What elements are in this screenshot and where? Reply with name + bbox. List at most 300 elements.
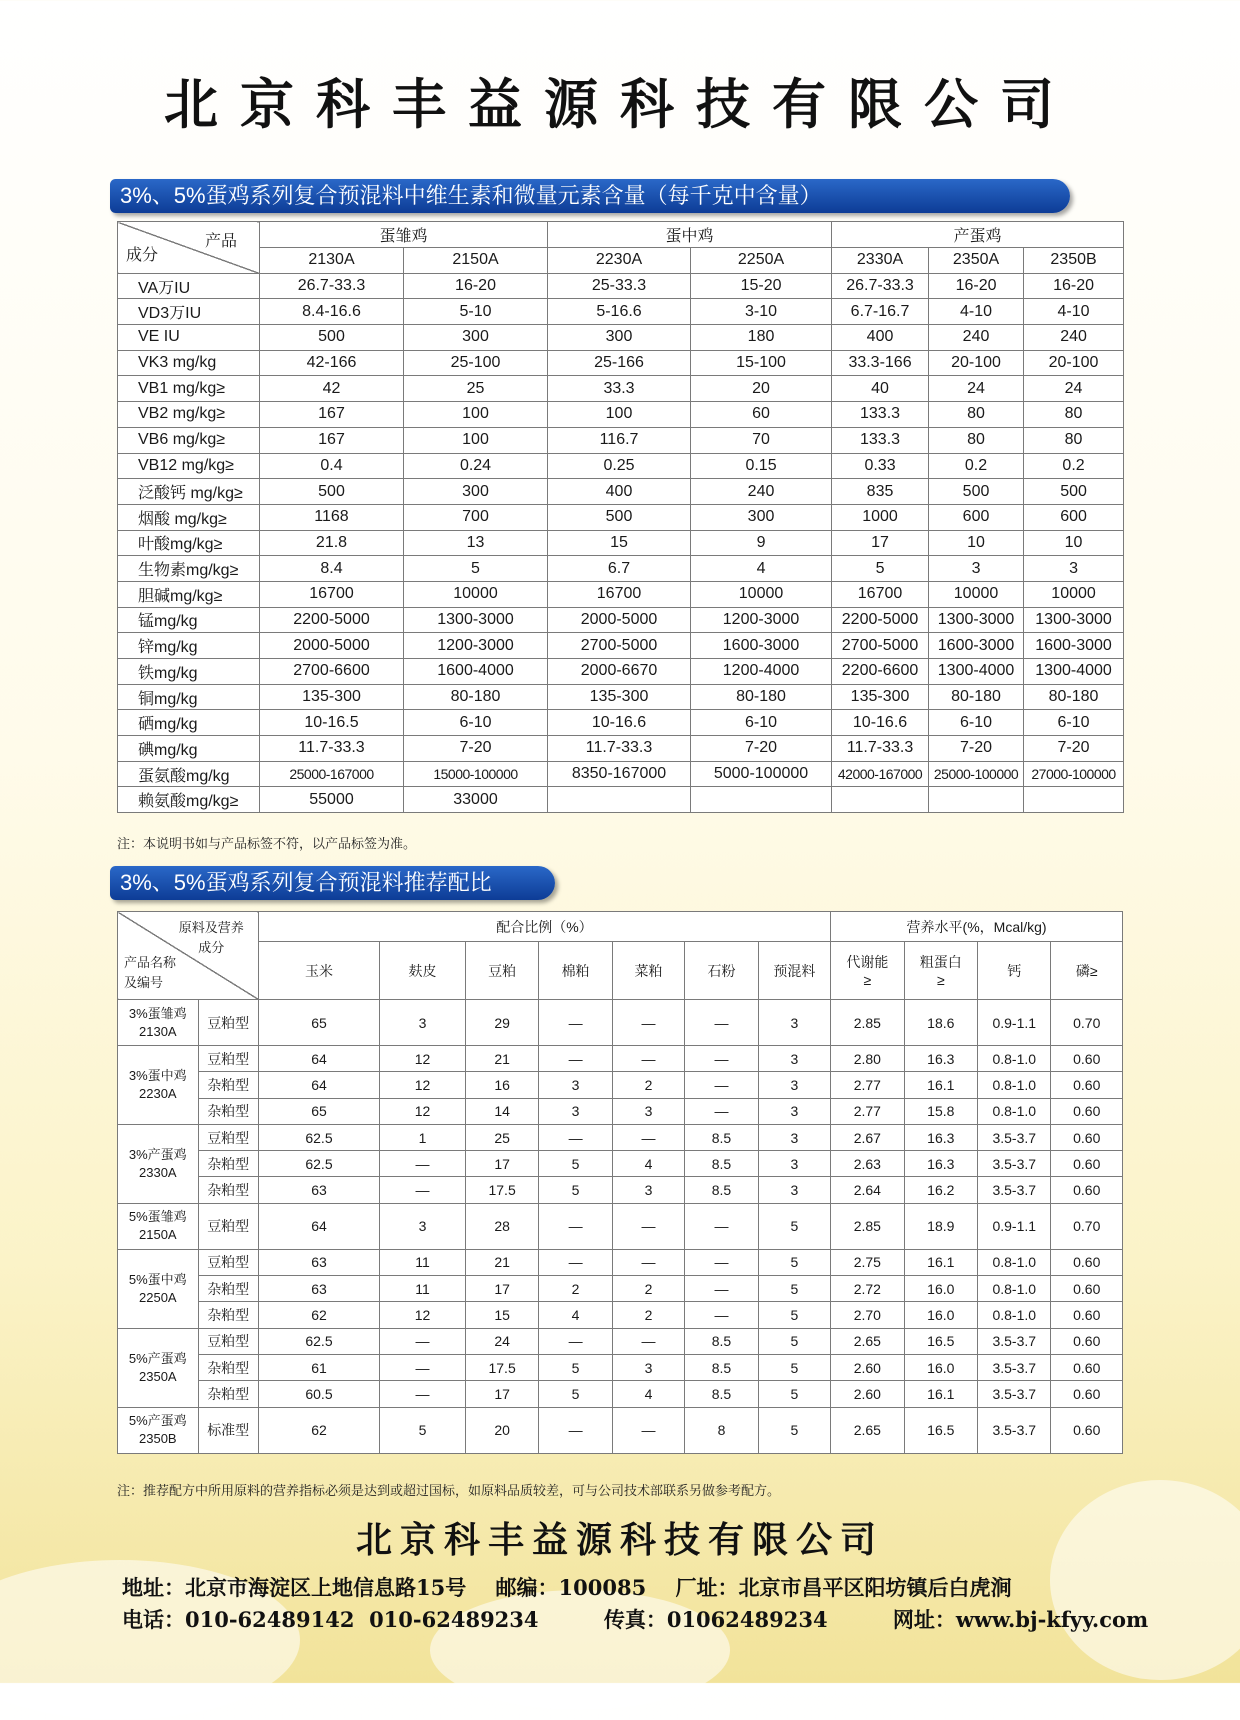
table-row <box>118 376 1124 402</box>
table-cell: 10-16.6 <box>548 710 691 736</box>
nutrient-header <box>904 942 977 1000</box>
table-cell: — <box>612 1124 684 1150</box>
table-cell: 15-20 <box>691 273 832 299</box>
table-cell: 100 <box>404 427 548 453</box>
table-cell <box>691 787 832 813</box>
nutrition-header: 营养水平(%，Mcal/kg) <box>831 912 1123 942</box>
table-cell: 300 <box>691 504 832 530</box>
table-cell: 10-16.5 <box>260 710 404 736</box>
nutrient-header <box>978 942 1051 1000</box>
table-cell: 80-180 <box>929 684 1024 710</box>
table-cell: 1600-3000 <box>929 633 1024 659</box>
table-row <box>118 607 1124 633</box>
table-cell: 60 <box>691 402 832 428</box>
table-cell: 3 <box>380 1000 466 1046</box>
table-cell: 7-20 <box>404 736 548 762</box>
table-cell: 2000-6670 <box>548 659 691 685</box>
formula-type: 杂粕型 <box>198 1302 258 1328</box>
table-cell: 4 <box>539 1302 612 1328</box>
row-label: 硒mg/kg <box>118 710 260 736</box>
table-cell: 16.2 <box>904 1177 977 1203</box>
nutrient-qualifier: ≥ <box>863 971 872 988</box>
table-cell: 5 <box>758 1249 830 1275</box>
table-cell: 240 <box>1024 325 1124 351</box>
table-cell: 0.60 <box>1051 1407 1123 1453</box>
table-cell: 0.9-1.1 <box>978 1203 1051 1249</box>
table-row <box>118 710 1124 736</box>
table-cell: 2.75 <box>831 1249 904 1275</box>
table-cell: 16700 <box>832 581 929 607</box>
table-cell: 400 <box>548 479 691 505</box>
table-cell: 16.0 <box>904 1354 977 1380</box>
table-cell: — <box>380 1328 466 1354</box>
table-cell: 14 <box>465 1098 538 1124</box>
corner-top-line2: 成分 <box>198 940 225 955</box>
table-cell: 4-10 <box>929 299 1024 325</box>
table-cell: 15 <box>548 530 691 556</box>
section2-note: 注：推荐配方中所用原料的营养指标必须是达到或超过国标，如原料品质较差，可与公司技术部联系另做参考配方。 <box>117 1483 781 1498</box>
table-cell: 0.8-1.0 <box>978 1098 1051 1124</box>
table-row <box>118 479 1124 505</box>
footer-phone: 电话：010-62489142 010-62489234 <box>122 1607 539 1632</box>
table-cell: — <box>539 1000 612 1046</box>
table1-corner-cell <box>118 222 260 274</box>
footer-address: 地址：北京市海淀区上地信息路15号 <box>122 1575 467 1600</box>
formula-type: 杂粕型 <box>198 1354 258 1380</box>
table-cell: 1300-3000 <box>1024 607 1124 633</box>
table-cell: 3 <box>758 1177 830 1203</box>
table-cell: 3.5-3.7 <box>978 1177 1051 1203</box>
table-cell: 0.9-1.1 <box>978 1000 1051 1046</box>
table-row <box>118 427 1124 453</box>
table-cell: 8.5 <box>685 1328 758 1354</box>
table-cell: 240 <box>929 325 1024 351</box>
table-cell: 7-20 <box>929 736 1024 762</box>
table-cell: 80-180 <box>691 684 832 710</box>
table-cell: 300 <box>548 325 691 351</box>
table-cell: — <box>380 1151 466 1177</box>
table-cell: 25-100 <box>404 350 548 376</box>
table-cell: 15.8 <box>904 1098 977 1124</box>
table-cell: 80 <box>929 402 1024 428</box>
table-cell: 12 <box>380 1046 466 1072</box>
nutrient-header <box>1051 942 1123 1000</box>
table-cell: 2200-5000 <box>832 607 929 633</box>
table-cell: 10000 <box>404 581 548 607</box>
row-label: VK3 mg/kg <box>118 350 260 376</box>
table-cell: 3 <box>612 1177 684 1203</box>
table-cell: — <box>685 1276 758 1302</box>
table-cell: 1000 <box>832 504 929 530</box>
table-cell: 0.60 <box>1051 1072 1123 1098</box>
ingredient-header: 预混料 <box>758 942 830 1000</box>
table-cell: 24 <box>929 376 1024 402</box>
table-cell: 3.5-3.7 <box>978 1124 1051 1150</box>
footer-factory: 厂址：北京市昌平区阳坊镇后白虎涧 <box>675 1575 1012 1600</box>
table-cell: 2700-6600 <box>260 659 404 685</box>
table-row <box>118 684 1124 710</box>
table-cell: 116.7 <box>548 427 691 453</box>
table-cell: 0.15 <box>691 453 832 479</box>
corner-bottom-line2: 及编号 <box>124 975 164 990</box>
table-cell: — <box>539 1249 612 1275</box>
section2-title: 3%、5%蛋鸡系列复合预混料推荐配比 <box>120 870 492 895</box>
table-cell: 25 <box>404 376 548 402</box>
formula-type: 杂粕型 <box>198 1072 258 1098</box>
table-row <box>118 1354 1123 1380</box>
table-cell: — <box>685 1098 758 1124</box>
row-label: VB2 mg/kg≥ <box>118 402 260 428</box>
table-cell: 500 <box>1024 479 1124 505</box>
table-cell: 0.70 <box>1051 1203 1123 1249</box>
table-cell: 6-10 <box>404 710 548 736</box>
table-cell: 1600-4000 <box>404 659 548 685</box>
product-code: 2230A <box>139 1085 177 1101</box>
table-cell: — <box>685 1000 758 1046</box>
footer-company-name: 北京科丰益源科技有限公司 <box>355 1519 884 1561</box>
table-row <box>118 1302 1123 1328</box>
product-code: 2250A <box>691 247 832 273</box>
row-label: 赖氨酸mg/kg≥ <box>118 787 260 813</box>
table-cell: 300 <box>404 479 548 505</box>
table-cell: 25000-100000 <box>929 761 1024 787</box>
table-cell: 7-20 <box>691 736 832 762</box>
table-cell: 80-180 <box>1024 684 1124 710</box>
table-row <box>118 1124 1123 1150</box>
table-cell: 600 <box>929 504 1024 530</box>
table-cell: 5 <box>539 1177 612 1203</box>
row-label: VB6 mg/kg≥ <box>118 427 260 453</box>
formula-type: 豆粕型 <box>198 1124 258 1150</box>
table-cell: 5 <box>539 1151 612 1177</box>
row-label: 碘mg/kg <box>118 736 260 762</box>
table-cell: 135-300 <box>548 684 691 710</box>
group-header: 蛋雏鸡 <box>260 222 548 248</box>
table-cell: 135-300 <box>260 684 404 710</box>
table-cell: 5-10 <box>404 299 548 325</box>
table-cell: 1200-3000 <box>404 633 548 659</box>
table-cell: 5 <box>832 556 929 582</box>
table-cell: 5 <box>404 556 548 582</box>
formula-type: 标准型 <box>198 1407 258 1453</box>
product-name-cell <box>118 1407 199 1453</box>
table-row <box>118 1046 1123 1072</box>
table-cell: — <box>539 1203 612 1249</box>
table-cell: 5 <box>758 1407 830 1453</box>
table-cell: 1600-3000 <box>1024 633 1124 659</box>
table-cell: 10000 <box>691 581 832 607</box>
row-label: 生物素mg/kg≥ <box>118 556 260 582</box>
table-cell: 0.25 <box>548 453 691 479</box>
table-cell: 400 <box>832 325 929 351</box>
table-cell: 25-166 <box>548 350 691 376</box>
table-cell: 40 <box>832 376 929 402</box>
table-cell: 500 <box>260 325 404 351</box>
table-cell: 6-10 <box>691 710 832 736</box>
table-row <box>118 453 1124 479</box>
table-row <box>118 402 1124 428</box>
row-label: VA万IU <box>118 273 260 299</box>
table-cell: 21 <box>465 1249 538 1275</box>
table-cell: 12 <box>380 1072 466 1098</box>
formula-type: 豆粕型 <box>198 1203 258 1249</box>
table-cell: 240 <box>691 479 832 505</box>
table-row <box>118 530 1124 556</box>
table-row <box>118 325 1124 351</box>
ingredient-header: 麸皮 <box>380 942 466 1000</box>
table-cell: 5 <box>539 1381 612 1407</box>
corner-component-label: 成分 <box>126 246 159 264</box>
table-cell: — <box>612 1407 684 1453</box>
table-cell: — <box>539 1046 612 1072</box>
recommended-formula-table <box>117 911 1123 1454</box>
table-cell: 65 <box>258 1000 379 1046</box>
section1-banner <box>110 179 1070 213</box>
footer-fax: 传真：01062489234 <box>603 1607 828 1632</box>
table-cell: 1200-4000 <box>691 659 832 685</box>
row-label: 铁mg/kg <box>118 659 260 685</box>
table-cell: 0.60 <box>1051 1098 1123 1124</box>
table-cell: 2 <box>539 1276 612 1302</box>
table-cell: 16.0 <box>904 1302 977 1328</box>
table-cell: 0.60 <box>1051 1354 1123 1380</box>
table-cell: 8.5 <box>685 1354 758 1380</box>
row-label: VD3万IU <box>118 299 260 325</box>
table-cell: 62 <box>258 1302 379 1328</box>
table-cell: 65 <box>258 1098 379 1124</box>
table-cell: 2.80 <box>831 1046 904 1072</box>
table-cell: — <box>539 1124 612 1150</box>
table-cell: 100 <box>404 402 548 428</box>
product-code: 2150A <box>404 247 548 273</box>
table-row <box>118 1328 1123 1354</box>
product-code: 2150A <box>139 1227 177 1243</box>
row-label: 叶酸mg/kg≥ <box>118 530 260 556</box>
table2-corner-cell <box>118 912 259 1000</box>
table-cell: 10000 <box>929 581 1024 607</box>
table-cell: 2200-5000 <box>260 607 404 633</box>
table-cell: 3 <box>758 1098 830 1124</box>
table-cell: 0.60 <box>1051 1249 1123 1275</box>
table-cell: 0.60 <box>1051 1177 1123 1203</box>
ingredient-header: 菜粕 <box>612 942 684 1000</box>
table-cell: 42 <box>260 376 404 402</box>
table-cell: 42-166 <box>260 350 404 376</box>
table-cell: 20 <box>465 1407 538 1453</box>
table-cell: 8.5 <box>685 1151 758 1177</box>
table-cell: 16.3 <box>904 1124 977 1150</box>
table-cell: 0.24 <box>404 453 548 479</box>
formula-type: 豆粕型 <box>198 1328 258 1354</box>
table-cell: 16-20 <box>929 273 1024 299</box>
table-cell: 500 <box>260 479 404 505</box>
table-cell: 133.3 <box>832 402 929 428</box>
table-cell: — <box>685 1203 758 1249</box>
table-cell: 42000-167000 <box>832 761 929 787</box>
table-cell: 63 <box>258 1276 379 1302</box>
table-cell: 3-10 <box>691 299 832 325</box>
row-label: 锌mg/kg <box>118 633 260 659</box>
product-code: 2350A <box>139 1368 177 1384</box>
table-cell: 2.60 <box>831 1381 904 1407</box>
table-cell: 16.5 <box>904 1407 977 1453</box>
table-cell: 167 <box>260 402 404 428</box>
formula-type: 杂粕型 <box>198 1276 258 1302</box>
table-cell: 25000-167000 <box>260 761 404 787</box>
table-cell: 2.65 <box>831 1328 904 1354</box>
table-cell: 16700 <box>260 581 404 607</box>
table-cell: 16.0 <box>904 1276 977 1302</box>
table-cell: — <box>685 1302 758 1328</box>
table-cell: 64 <box>258 1203 379 1249</box>
table-cell: 3.5-3.7 <box>978 1151 1051 1177</box>
product-name: 3%蛋中鸡 <box>128 1067 187 1083</box>
corner-ingredients-label <box>179 918 244 958</box>
table-cell: 4-10 <box>1024 299 1124 325</box>
corner-top-line1: 原料及营养 <box>178 920 244 935</box>
formula-type: 杂粕型 <box>198 1151 258 1177</box>
product-name: 5%蛋中鸡 <box>128 1271 187 1287</box>
company-title: 北京科丰益源科技有限公司 <box>164 72 1076 136</box>
table-cell: 16700 <box>548 581 691 607</box>
table-cell: 4 <box>612 1381 684 1407</box>
table-cell: 500 <box>929 479 1024 505</box>
ingredient-header: 玉米 <box>258 942 379 1000</box>
footer-contact-line <box>122 1604 1149 1634</box>
table-cell: 5 <box>380 1407 466 1453</box>
table-cell: 64 <box>258 1046 379 1072</box>
table-cell: 2 <box>612 1302 684 1328</box>
table-cell: 6.7 <box>548 556 691 582</box>
table-cell: 1300-3000 <box>404 607 548 633</box>
table-cell: 1600-3000 <box>691 633 832 659</box>
table-cell: 8 <box>685 1407 758 1453</box>
table-cell: 2000-5000 <box>260 633 404 659</box>
table-cell: 16 <box>465 1072 538 1098</box>
table-cell: 60.5 <box>258 1381 379 1407</box>
table-cell: 4 <box>612 1151 684 1177</box>
table-cell: 2.72 <box>831 1276 904 1302</box>
table-cell: 15 <box>465 1302 538 1328</box>
table-cell: 3.5-3.7 <box>978 1328 1051 1354</box>
table-row <box>118 1177 1123 1203</box>
table-cell: 2.85 <box>831 1000 904 1046</box>
section2-banner <box>110 866 555 900</box>
table-cell: 133.3 <box>832 427 929 453</box>
table-cell: 6.7-16.7 <box>832 299 929 325</box>
table-cell: 3 <box>1024 556 1124 582</box>
table-cell: 21.8 <box>260 530 404 556</box>
table-row <box>118 659 1124 685</box>
table-cell: 3.5-3.7 <box>978 1354 1051 1380</box>
section1-title: 3%、5%蛋鸡系列复合预混料中维生素和微量元素含量（每千克中含量） <box>120 183 822 208</box>
product-code: 2330A <box>832 247 929 273</box>
table-cell: 20-100 <box>1024 350 1124 376</box>
table-cell: 180 <box>691 325 832 351</box>
table-cell: 0.60 <box>1051 1302 1123 1328</box>
section1-note: 注：本说明书如与产品标签不符，以产品标签为准。 <box>117 836 417 851</box>
product-code: 2350A <box>929 247 1024 273</box>
table-cell: 0.8-1.0 <box>978 1276 1051 1302</box>
table-cell: 33000 <box>404 787 548 813</box>
table-cell: 6-10 <box>929 710 1024 736</box>
table-cell: 13 <box>404 530 548 556</box>
table-cell: 11.7-33.3 <box>832 736 929 762</box>
table-row <box>118 761 1124 787</box>
table-cell: 11.7-33.3 <box>548 736 691 762</box>
table-cell: 16.1 <box>904 1072 977 1098</box>
table-cell: 0.60 <box>1051 1124 1123 1150</box>
table2-header-row-1 <box>118 912 1123 942</box>
table-cell: 80 <box>929 427 1024 453</box>
ingredient-header: 石粉 <box>685 942 758 1000</box>
row-label: VE IU <box>118 325 260 351</box>
table-cell: 11.7-33.3 <box>260 736 404 762</box>
footer-postcode: 邮编：100085 <box>495 1575 647 1600</box>
nutrient-qualifier: ≥ <box>936 971 945 988</box>
table-cell: 5 <box>758 1354 830 1380</box>
table-cell: 2.67 <box>831 1124 904 1150</box>
table-cell: 2.60 <box>831 1354 904 1380</box>
table-cell: 11 <box>380 1276 466 1302</box>
table-cell: 63 <box>258 1249 379 1275</box>
table-cell: 10000 <box>1024 581 1124 607</box>
table-row <box>118 1098 1123 1124</box>
table-cell: 3 <box>758 1046 830 1072</box>
table-cell: 3 <box>758 1000 830 1046</box>
table-cell: 25-33.3 <box>548 273 691 299</box>
table-cell: 20 <box>691 376 832 402</box>
table-cell: 11 <box>380 1249 466 1275</box>
table-cell: 0.33 <box>832 453 929 479</box>
table-cell: 20-100 <box>929 350 1024 376</box>
table-cell: 15000-100000 <box>404 761 548 787</box>
table-cell: 1168 <box>260 504 404 530</box>
table-cell: — <box>612 1046 684 1072</box>
table-cell: 9 <box>691 530 832 556</box>
table-cell: 1200-3000 <box>691 607 832 633</box>
table-cell: — <box>539 1407 612 1453</box>
table2-header-row-2 <box>118 942 1123 1000</box>
table-cell: 64 <box>258 1072 379 1098</box>
table-cell: 100 <box>548 402 691 428</box>
table-cell: 17 <box>465 1381 538 1407</box>
table-cell: 2.65 <box>831 1407 904 1453</box>
table-cell: 17.5 <box>465 1177 538 1203</box>
table-cell: 0.60 <box>1051 1381 1123 1407</box>
table-cell: 16.5 <box>904 1328 977 1354</box>
table-cell: 2 <box>612 1072 684 1098</box>
table-cell: 1300-4000 <box>929 659 1024 685</box>
table-cell: 27000-100000 <box>1024 761 1124 787</box>
table-cell: 500 <box>548 504 691 530</box>
table-cell: 0.60 <box>1051 1328 1123 1354</box>
table-cell: 3 <box>612 1098 684 1124</box>
table1-header-row-1 <box>118 222 1124 248</box>
table-cell: 16.1 <box>904 1249 977 1275</box>
table-cell: 3 <box>758 1072 830 1098</box>
formula-type: 杂粕型 <box>198 1098 258 1124</box>
table-cell: 16-20 <box>404 273 548 299</box>
table-cell: 24 <box>1024 376 1124 402</box>
table-cell: 6-10 <box>1024 710 1124 736</box>
table-cell: 18.6 <box>904 1000 977 1046</box>
table-cell: 3 <box>612 1354 684 1380</box>
product-code: 2130A <box>139 1023 177 1039</box>
table-cell: 26.7-33.3 <box>832 273 929 299</box>
table-cell: 16.3 <box>904 1046 977 1072</box>
table-cell: 26.7-33.3 <box>260 273 404 299</box>
